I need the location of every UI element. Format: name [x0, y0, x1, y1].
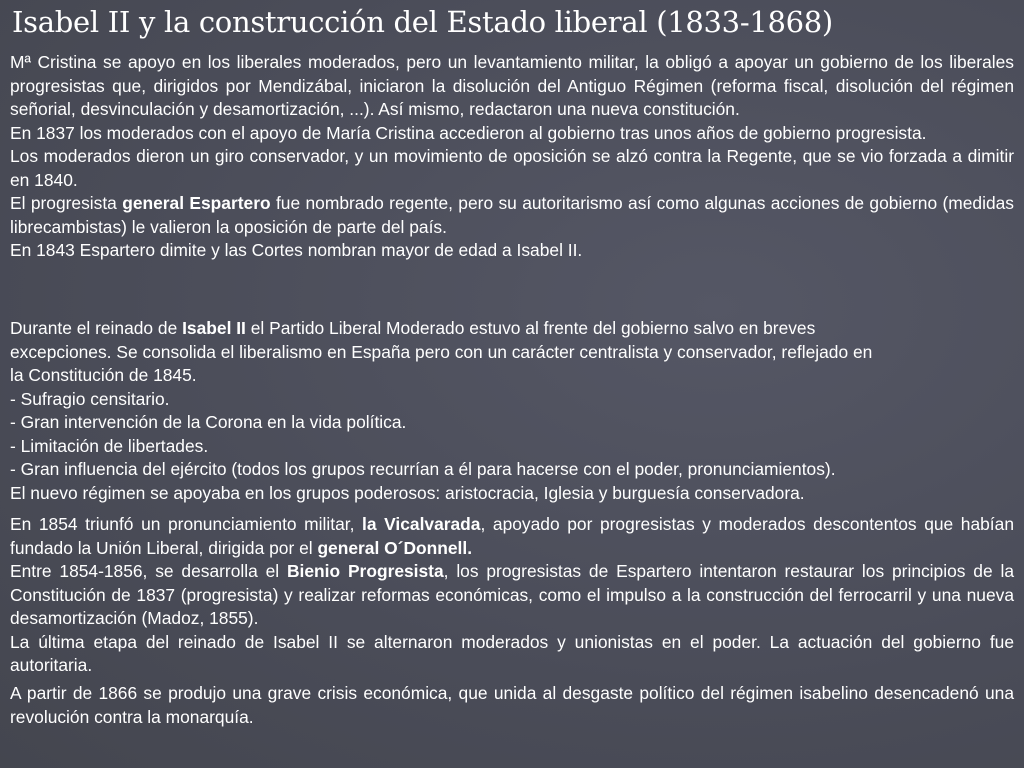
- text-block-bienio: [10, 513, 1014, 678]
- slide-title: Isabel II y la construcción del Estado liberal (1833-1868): [12, 5, 833, 39]
- list-item: - Gran intervención de la Corona en la vida política.: [10, 412, 407, 432]
- paragraph-mendizabal: Mª Cristina se apoyo en los liberales moderados, pero un levantamiento militar, la obligó a apoyar un gobierno de los liberales progresistas que, dirigidos por Mendizábal, iniciaron la disolución del Antiguo Régimen (reforma fiscal, disolución del régimen señorial, desvinculación y desamortización, ...). Así mismo, redactaron una nueva constitución.: [10, 52, 1014, 119]
- list-item: - Gran influencia del ejército (todos los grupos recurrían a él para hacerse con el poder, pronunciamientos).: [10, 459, 836, 479]
- paragraph-reinado-line2: excepciones. Se consolida el liberalismo en España pero con un carácter centralista y conservador, reflejado en: [10, 341, 873, 362]
- paragraph-1840: Los moderados dieron un giro conservador, y un movimiento de oposición se alzó contra la Regente, que se vio forzada a dimitir en 1840.: [10, 146, 1014, 190]
- paragraph-1843: En 1843 Espartero dimite y las Cortes nombran mayor de edad a Isabel II.: [10, 240, 583, 260]
- paragraph-vicalvarada: En 1854 triunfó un pronunciamiento militar, la Vicalvarada, apoyado por progresistas y moderados descontentos que habían fundado la Unión Liberal, dirigida por el general O´Donnell.: [10, 514, 1014, 558]
- paragraph-reinado-line1: Durante el reinado de Isabel II el Partido Liberal Moderado estuvo al frente del gobierno salvo en breves: [10, 318, 816, 338]
- paragraph-bienio-progresista: Entre 1854-1856, se desarrolla el Bienio Progresista, los progresistas de Espartero intentaron restaurar los principios de la Constitución de 1837 (progresista) y realizar reformas económicas, como el impulso a la construcción del ferrocarril y una nueva desamortización (Madoz, 1855).: [10, 561, 1014, 628]
- paragraph-espartero: El progresista general Espartero fue nombrado regente, pero su autoritarismo así como algunas acciones de gobierno (medidas librecambistas) le valieron la oposición de parte del país.: [10, 193, 1014, 237]
- text-block-moderate-decade: [10, 317, 1014, 505]
- list-item: - Limitación de libertades.: [10, 435, 209, 456]
- list-item: - Sufragio censitario.: [10, 388, 170, 409]
- paragraph-ultima-etapa: La última etapa del reinado de Isabel II se alternaron moderados y unionistas en el poder. La actuación del gobierno fue autoritaria.: [10, 631, 1014, 675]
- paragraph-reinado-line3: la Constitución de 1845.: [10, 365, 197, 385]
- text-block-crisis: [10, 682, 1014, 729]
- paragraph-regimen: El nuevo régimen se apoyaba en los grupos poderosos: aristocracia, Iglesia y burguesía conservadora.: [10, 482, 805, 503]
- text-block-regency: [10, 51, 1014, 263]
- paragraph-1837: En 1837 los moderados con el apoyo de María Cristina accedieron al gobierno tras unos años de gobierno progresista.: [10, 122, 927, 143]
- paragraph-1866: A partir de 1866 se produjo una grave crisis económica, que unida al desgaste político del régimen isabelino desencadenó una revolución contra la monarquía.: [10, 683, 1014, 727]
